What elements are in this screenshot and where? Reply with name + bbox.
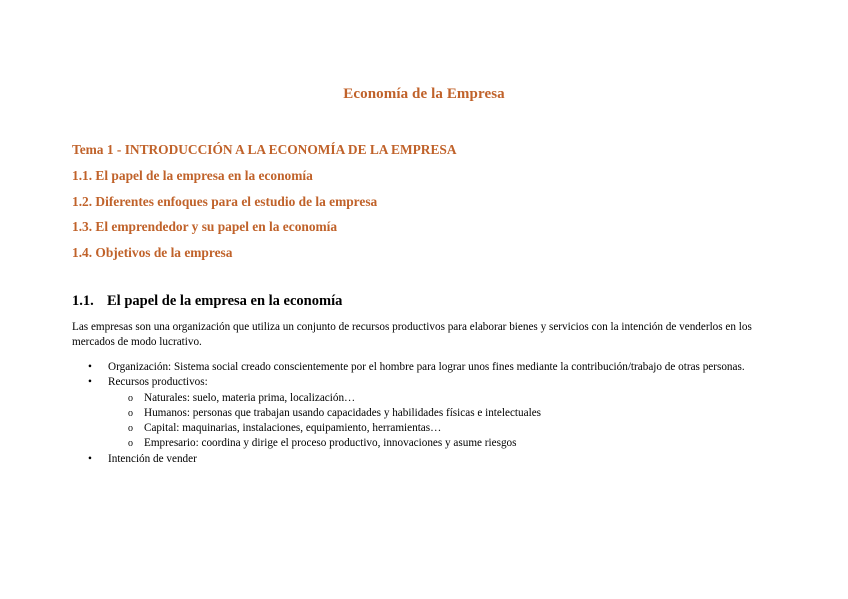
document-title: Economía de la Empresa bbox=[343, 86, 505, 102]
section-heading bbox=[72, 293, 342, 310]
section-title: El papel de la empresa en la economía bbox=[107, 293, 343, 309]
bullet-icon: • bbox=[88, 452, 92, 465]
sub-list-item bbox=[108, 391, 772, 406]
section-number: 1.1. bbox=[72, 293, 94, 309]
sub-bullet-icon: o bbox=[128, 392, 133, 404]
list-item bbox=[72, 360, 772, 375]
section-intro-paragraph: Las empresas son una organización que utiliza un conjunto de recursos productivos para elaborar bienes y servicios con la intención de venderlos en los mercados de modo lucrativo. bbox=[72, 321, 752, 349]
toc-item-1-1[interactable]: 1.1. El papel de la empresa en la economía bbox=[72, 167, 313, 183]
sub-list-item bbox=[108, 406, 772, 421]
list-item bbox=[72, 452, 772, 467]
sub-list-item-text: Capital: maquinarias, instalaciones, equipamiento, herramientas… bbox=[144, 422, 442, 435]
list-item-text: Organización: Sistema social creado conscientemente por el hombre para lograr unos fines mediante la contribución/trabajo de otras personas. bbox=[108, 361, 745, 373]
sub-list-item-text: Humanos: personas que trabajan usando capacidades y habilidades físicas e intelectuales bbox=[144, 406, 542, 419]
bullet-icon: • bbox=[88, 361, 92, 373]
list-item-text: Intención de vender bbox=[108, 452, 197, 465]
list-item-text: Recursos productivos: bbox=[108, 376, 208, 389]
sub-bullet-icon: o bbox=[128, 407, 133, 419]
bullet-icon: • bbox=[88, 376, 92, 389]
sub-list-item-text: Empresario: coordina y dirige el proceso productivo, innovaciones y asume riesgos bbox=[144, 437, 517, 450]
bullet-list bbox=[72, 360, 772, 467]
toc-item-tema-1[interactable]: Tema 1 - INTRODUCCIÓN A LA ECONOMÍA DE LA EMPRESA bbox=[72, 142, 457, 157]
sub-bullet-icon: o bbox=[128, 423, 133, 435]
list-item bbox=[72, 375, 772, 451]
sub-list-item-text: Naturales: suelo, materia prima, localización… bbox=[144, 391, 356, 404]
sub-list-item bbox=[108, 421, 772, 436]
toc-item-1-2[interactable]: 1.2. Diferentes enfoques para el estudio de la empresa bbox=[72, 193, 378, 209]
sub-list-item bbox=[108, 436, 772, 451]
sub-bullet-icon: o bbox=[128, 438, 133, 450]
sub-bullet-list bbox=[108, 391, 772, 452]
toc-item-1-4[interactable]: 1.4. Objetivos de la empresa bbox=[72, 245, 233, 261]
table-of-contents bbox=[72, 140, 457, 269]
toc-item-1-3[interactable]: 1.3. El emprendedor y su papel en la economía bbox=[72, 219, 338, 235]
